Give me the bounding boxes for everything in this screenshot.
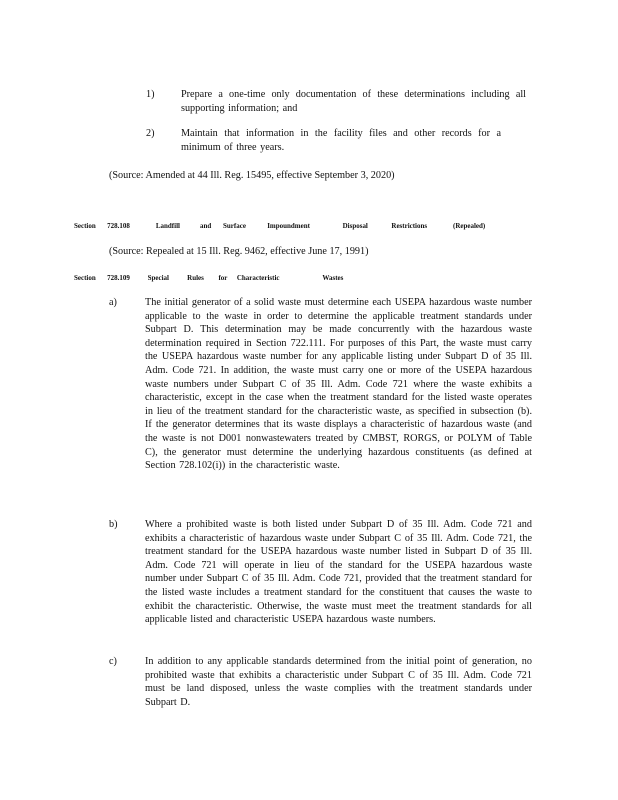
- source-note: (Source: Amended at 44 Ill. Reg. 15495, effective September 3, 2020): [109, 170, 395, 181]
- section-title-word: and: [200, 221, 212, 230]
- section-title-word: Landfill: [155, 221, 180, 230]
- list-item-text: Maintain that information in the facility files and other records for a minimum of three years.: [181, 128, 501, 153]
- section-heading-728-109: [74, 273, 368, 285]
- section-title-word: Rules: [187, 273, 204, 282]
- list-item-text: Prepare a one-time only documentation of these determinations including all supporting information; and: [181, 89, 526, 114]
- list-item-number: 1): [146, 89, 155, 100]
- section-title-word: Surface: [223, 221, 246, 230]
- subsection-text: Where a prohibited waste is both listed under Subpart D of 35 Ill. Adm. Code 721 and exhibits a characteristic of hazardous waste under Subpart C of 35 Ill. Adm. Code 721, the treatment standard for the USEPA hazardous waste number listed in Subpart D of 35 Ill. Adm. Code 721 will operate in lieu of the standard for the USEPA hazardous waste number under Subpart C of 35 Ill. Adm. Code 721, provided that the treatment standard for the listed waste includes a treatment standard for the constituent that causes the waste to exhibit the characteristic. Otherwise, the waste must meet the treatment standards for all applicable listed and characteristic USEPA hazardous waste numbers.: [145, 519, 532, 626]
- section-title-word: Special: [147, 273, 169, 282]
- section-title-word: (Repealed): [453, 221, 486, 230]
- section-title-word: Restrictions: [391, 221, 428, 230]
- section-heading-728-108: [74, 221, 486, 233]
- subsection-number: c): [109, 656, 117, 667]
- section-label: Section: [74, 273, 96, 282]
- section-title-word: for: [218, 273, 228, 282]
- section-label: Section: [74, 221, 96, 230]
- subsection-number: b): [109, 519, 118, 530]
- section-number: 728.109: [107, 273, 130, 282]
- subsection-text: The initial generator of a solid waste must determine each USEPA hazardous waste number applicable to the waste in order to determine the applicable treatment standards under Subpart D. This determination may be made concurrently with the hazardous waste determination required in Section 722.111. For purposes of this Part, the waste must carry the USEPA hazardous waste number for any applicable listing under Subpart D of 35 Ill. Adm. Code 721. In addition, the waste must carry one or more of the USEPA hazardous waste numbers under Subpart C of 35 Ill. Adm. Code 721 where the waste exhibits a characteristic, except in the case when the treatment standard for the listed waste operates in lieu of the treatment standard for the characteristic waste, as specified in subsection (b). If the generator determines that its waste displays a characteristic of hazardous waste (and the waste is not D001 nonwastewaters treated by CMBST, RORGS, or POLYM of Table C), the generator must determine the underlying hazardous constituents (as defined at Section 728.102(i)) in the characteristic waste.: [145, 297, 532, 472]
- source-note: (Source: Repealed at 15 Ill. Reg. 9462, effective June 17, 1991): [109, 246, 369, 257]
- list-item-number: 2): [146, 128, 155, 139]
- section-title-word: Characteristic: [236, 273, 280, 282]
- section-title-word: Wastes: [322, 273, 344, 282]
- subsection-number: a): [109, 297, 117, 308]
- section-title-word: Disposal: [342, 221, 368, 230]
- section-title-word: Impoundment: [267, 221, 310, 230]
- section-number: 728.108: [107, 221, 130, 230]
- subsection-text: In addition to any applicable standards determined from the initial point of generation, no prohibited waste that exhibits a characteristic under Subpart C of 35 Ill. Adm. Code 721 must be land disposed, unless the waste complies with the treatment standards under Subpart D.: [145, 656, 532, 708]
